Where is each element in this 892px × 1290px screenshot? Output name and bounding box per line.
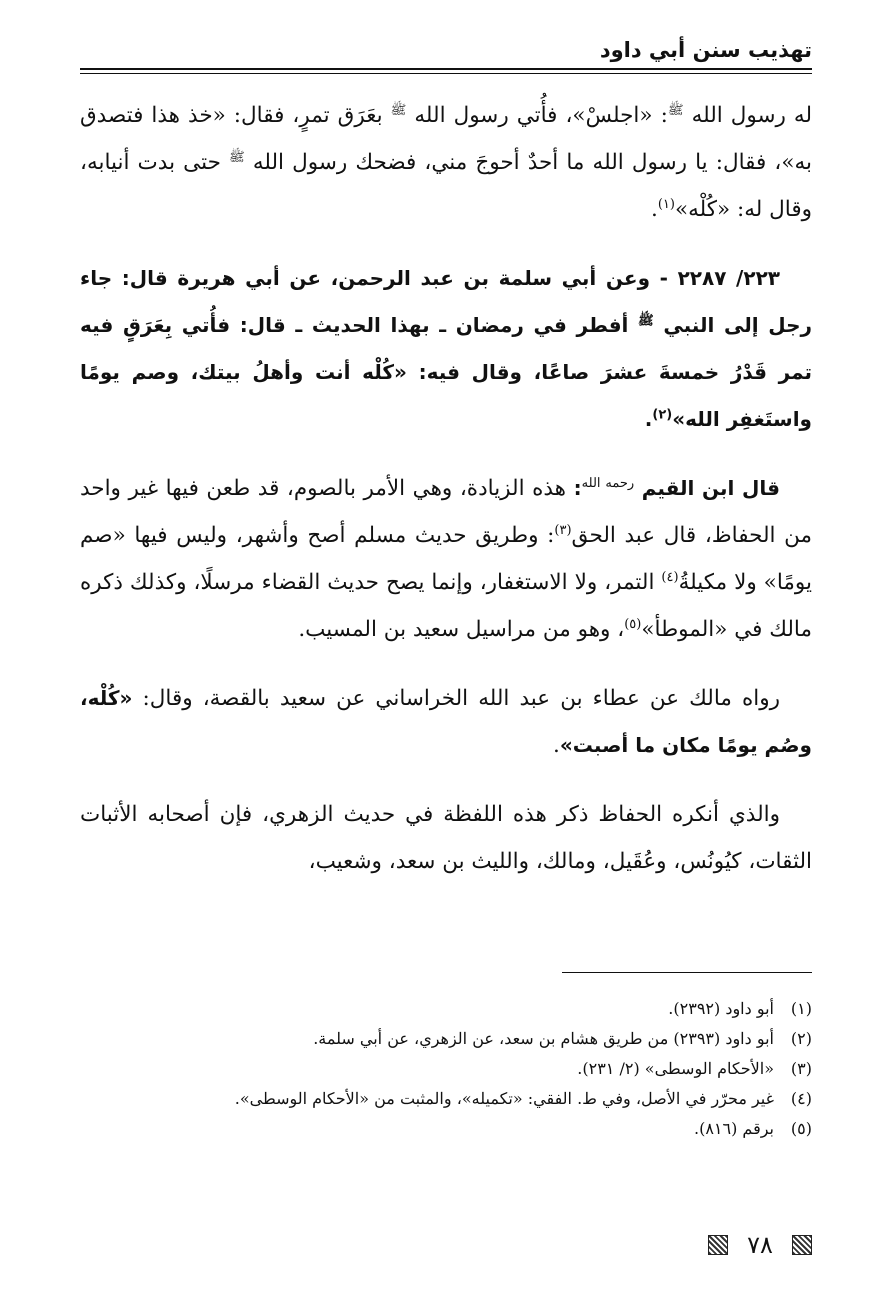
text-span: رواه مالك عن عطاء بن عبد الله الخراساني عن سعيد بالقصة، وقال:: [132, 686, 780, 711]
text-span: : «اجلسْ»، فأُتي رسول الله: [414, 103, 668, 128]
text-span: هذه الزيادة، وهي الأمر بالصوم، قد طعن فيها غير واحد من الحفاظ، قال عبد الحق: [80, 476, 813, 548]
footnote-item: [80, 1084, 812, 1114]
paragraph-5: [80, 791, 812, 885]
page-number-block: [708, 1228, 812, 1262]
text-span: حتى بدت أنيابه، وقال له: «كُلْه»: [80, 150, 812, 222]
footnote-item: [80, 994, 812, 1024]
text-span: :: [566, 476, 582, 500]
header-title: تهذيب سنن أبي داود: [599, 38, 812, 62]
footnote-ref[interactable]: (٥): [624, 616, 642, 632]
footnote-text: غير محرّر في الأصل، وفي ط. الفقي: «تكميله»، والمثبت من «الأحكام الوسطى».: [234, 1089, 774, 1108]
footnote-ref[interactable]: (٢): [652, 407, 673, 423]
author-name: قال ابن القيم: [641, 476, 780, 500]
footnote-number: (٥): [790, 1119, 812, 1138]
ornament-icon: [792, 1235, 812, 1255]
paragraph-2-hadith: [80, 255, 812, 443]
rahimahullah-glyph: رحمه الله: [581, 475, 635, 491]
header-rule-thick: [80, 68, 812, 70]
footnote-text: برقم (٨١٦).: [693, 1119, 774, 1138]
footnote-item: [80, 1024, 812, 1054]
footnote-ref[interactable]: (٤): [661, 569, 679, 585]
text-span: .: [552, 733, 560, 758]
text-span: أفطر في رمضان ـ بهذا الحديث ـ قال: فأُتي بِعَرَقٍ فيه تمر قَدْرُ خمسةَ عشرَ صاعًا، وقال فيه: «كُلْه أنت وأهلُ بيتك، وصم يومًا واستَغفِر الله»: [80, 313, 812, 431]
paragraph-3: [80, 465, 812, 653]
text-span: ، وهو من مراسيل سعيد بن المسيب.: [298, 617, 625, 642]
page-number: ٧٨: [747, 1231, 773, 1259]
quote-bold: «كُلْه، وصُم يومًا مكان ما أصبت»: [80, 686, 812, 757]
text-span: .: [651, 197, 658, 222]
footnote-item: [80, 1114, 812, 1144]
paragraph-1: [80, 92, 812, 233]
footnote-text: أبو داود (٢٣٩٢).: [668, 999, 774, 1018]
running-header: [80, 38, 812, 72]
main-text: [80, 92, 812, 907]
text-span: له رسول الله: [691, 103, 813, 128]
ornament-icon: [708, 1235, 728, 1255]
footnote-number: (١): [790, 999, 812, 1018]
footnote-ref[interactable]: (١): [657, 196, 675, 212]
footnote-text: أبو داود (٢٣٩٣) من طريق هشام بن سعد، عن الزهري، عن أبي سلمة.: [313, 1029, 774, 1048]
footnotes: [80, 994, 812, 1144]
salutation-glyph: ﷺ: [638, 313, 654, 329]
salutation-glyph: ﷺ: [390, 102, 407, 118]
text-span: التمر، ولا الاستغفار، وإنما يصح حديث القضاء مرسلًا، وكذلك ذكره مالك في «الموطأ»: [80, 570, 812, 642]
salutation-glyph: ﷺ: [229, 149, 245, 165]
text-span: والذي أنكره الحفاظ ذكر هذه اللفظة في حديث الزهري، فإن أصحابه الأثبات الثقات، كيُونُس، وعُقَيل، ومالك، والليث بن سعد، وشعيب،: [80, 802, 812, 874]
text-span: .: [644, 407, 653, 431]
footnote-number: (٤): [790, 1089, 812, 1108]
paragraph-4: [80, 675, 812, 769]
footnote-ref[interactable]: (٣): [554, 522, 572, 538]
text-span: : وطريق حديث مسلم أصح وأشهر، وليس فيها «صم يومًا» ولا مكيلةُ: [80, 523, 812, 595]
footnote-number: (٣): [790, 1059, 812, 1078]
text-span: بعَرَق تمرٍ، فقال: «خذ هذا فتصدق به»، فقال: يا رسول الله ما أحدٌ أحوجَ مني، فضحك رسول الله: [80, 103, 813, 175]
footnote-number: (٢): [790, 1029, 812, 1048]
footnote-item: [80, 1054, 812, 1084]
header-rule-thin: [80, 73, 812, 74]
footnote-text: «الأحكام الوسطى» (٢/ ٢٣١).: [577, 1059, 774, 1078]
salutation-glyph: ﷺ: [667, 102, 684, 118]
text-span: ٢٢٣/ ٢٢٨٧ - وعن أبي سلمة بن عبد الرحمن، عن أبي هريرة قال: جاء رجل إلى النبي: [80, 266, 812, 337]
footnote-separator: [562, 972, 812, 973]
